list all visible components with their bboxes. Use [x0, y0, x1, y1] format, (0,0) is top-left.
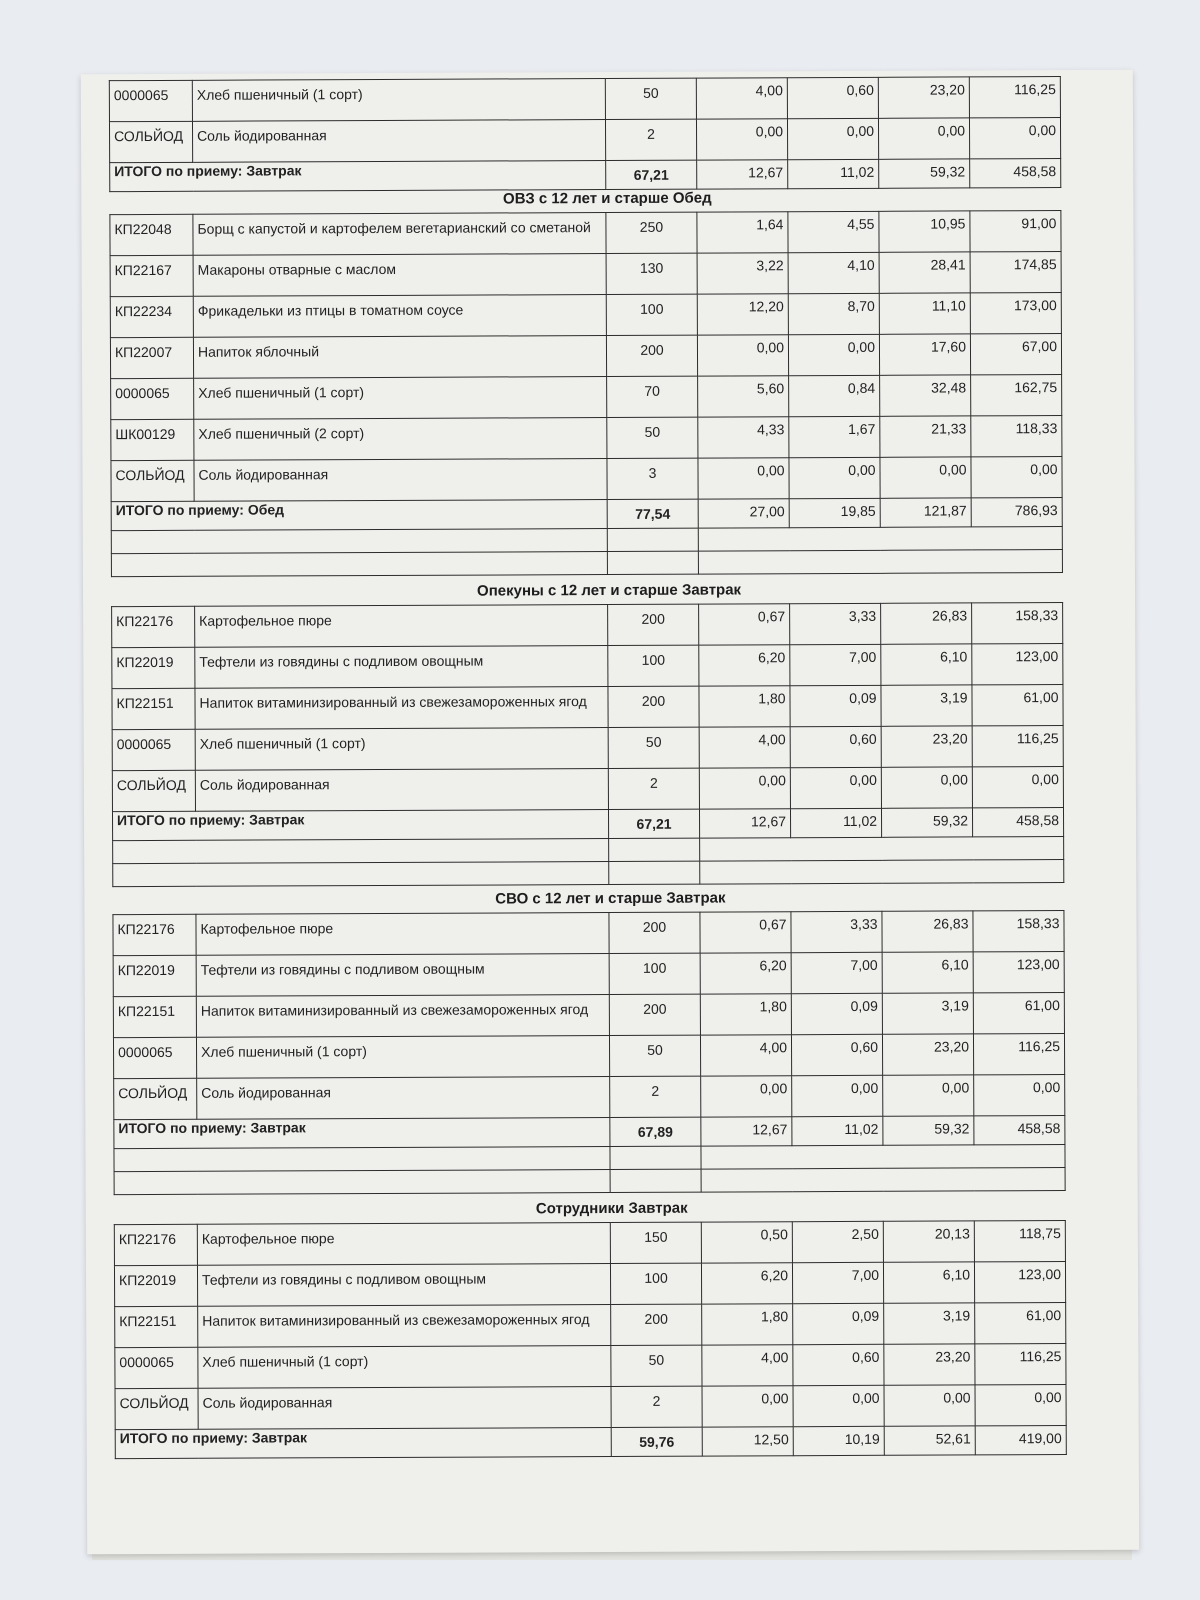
menu-table: [112, 910, 1065, 1195]
blank-cell: [701, 1145, 1065, 1170]
menu-document-sheet: [81, 70, 1139, 1555]
item-quantity: 3: [607, 458, 698, 499]
item-quantity: 100: [609, 953, 700, 994]
total-value-4: 458,58: [972, 808, 1063, 837]
item-value-2: 3,33: [790, 603, 881, 644]
item-value-4: 162,75: [971, 375, 1062, 416]
blank-row: [113, 860, 1064, 887]
item-value-1: 4,33: [698, 417, 789, 458]
item-value-3: 6,10: [882, 952, 973, 993]
blank-cell: [700, 837, 1064, 862]
item-value-3: 0,00: [880, 457, 971, 498]
item-value-2: 7,00: [790, 644, 881, 685]
item-quantity: 100: [610, 1263, 701, 1304]
item-code: КП22167: [110, 255, 193, 296]
table-row: [110, 211, 1061, 256]
item-name: Хлеб пшеничный (1 сорт): [195, 728, 608, 771]
total-row: [114, 1116, 1065, 1149]
item-value-3: 28,41: [879, 252, 970, 293]
total-value-2: 11,02: [788, 159, 879, 188]
item-name: Тефтели из говядины с подливом овощным: [195, 646, 608, 689]
item-value-4: 61,00: [973, 993, 1064, 1034]
blank-cell: [698, 527, 1062, 552]
item-name: Картофельное пюре: [196, 913, 609, 956]
item-code: СОЛЬЙОД: [115, 1388, 198, 1429]
item-value-3: 0,00: [881, 767, 972, 808]
item-quantity: 50: [608, 727, 699, 768]
item-value-3: 20,13: [883, 1221, 974, 1262]
item-value-3: 3,19: [884, 1303, 975, 1344]
table-row: [112, 644, 1063, 689]
blank-cell: [111, 529, 607, 554]
item-quantity: 200: [608, 604, 699, 645]
item-value-1: 0,00: [699, 768, 790, 809]
item-value-2: 3,33: [791, 911, 882, 952]
item-value-1: 1,80: [700, 994, 791, 1035]
menu-table: [114, 1220, 1067, 1459]
total-value-4: 458,58: [970, 159, 1061, 188]
item-value-2: 4,55: [788, 211, 879, 252]
item-name: Хлеб пшеничный (2 сорт): [194, 418, 607, 461]
blank-cell: [700, 860, 1064, 885]
item-code: КП22151: [113, 996, 196, 1037]
table-row: [113, 952, 1064, 997]
item-code: 0000065: [113, 1037, 196, 1078]
section-title: СВО с 12 лет и старше Завтрак: [495, 889, 726, 908]
item-value-3: 6,10: [881, 644, 972, 685]
total-quantity: 67,89: [610, 1117, 701, 1146]
blank-cell: [114, 1170, 610, 1195]
total-quantity: 67,21: [606, 160, 697, 189]
item-name: Макароны отварные с маслом: [193, 254, 606, 297]
blank-cell: [114, 1147, 610, 1172]
table-row: [115, 1385, 1066, 1430]
item-value-4: 61,00: [972, 685, 1063, 726]
menu-table: [111, 602, 1064, 887]
total-value-1: 27,00: [698, 499, 789, 528]
item-code: КП22176: [114, 1224, 197, 1265]
item-quantity: 2: [611, 1386, 702, 1427]
item-code: СОЛЬЙОД: [114, 1078, 197, 1119]
item-value-3: 23,20: [882, 1034, 973, 1075]
total-value-1: 12,67: [699, 809, 790, 838]
item-value-2: 4,10: [788, 252, 879, 293]
item-value-4: 123,00: [973, 952, 1064, 993]
item-quantity: 200: [606, 335, 697, 376]
item-value-4: 0,00: [971, 457, 1062, 498]
item-value-3: 0,00: [883, 1075, 974, 1116]
item-value-2: 0,00: [789, 457, 880, 498]
item-quantity: 200: [609, 994, 700, 1035]
item-value-1: 3,22: [697, 253, 788, 294]
item-name: Хлеб пшеничный (1 сорт): [198, 1346, 611, 1389]
item-quantity: 50: [605, 78, 696, 119]
table-row: [115, 1344, 1066, 1389]
item-code: КП22019: [112, 647, 195, 688]
item-quantity: 2: [610, 1076, 701, 1117]
blank-cell: [113, 862, 609, 887]
item-value-2: 8,70: [788, 293, 879, 334]
blank-cell: [698, 550, 1062, 575]
table-row: [114, 1075, 1065, 1120]
menu-table: [109, 210, 1063, 577]
item-name: Соль йодированная: [192, 120, 605, 163]
item-quantity: 200: [611, 1304, 702, 1345]
total-row: [111, 498, 1062, 531]
blank-cell: [607, 551, 698, 574]
item-value-4: 158,33: [972, 603, 1063, 644]
item-quantity: 200: [608, 686, 699, 727]
section-title: ОВЗ с 12 лет и старше Обед: [502, 189, 712, 208]
item-value-3: 21,33: [880, 416, 971, 457]
item-value-2: 0,09: [791, 993, 882, 1034]
item-code: КП22019: [113, 955, 196, 996]
item-value-4: 116,25: [973, 1034, 1064, 1075]
item-quantity: 100: [606, 294, 697, 335]
item-code: КП22048: [110, 214, 193, 255]
item-name: Тефтели из говядины с подливом овощным: [197, 1264, 610, 1307]
item-value-2: 2,50: [792, 1221, 883, 1262]
item-value-3: 23,20: [878, 77, 969, 118]
item-quantity: 70: [607, 376, 698, 417]
item-quantity: 250: [606, 212, 697, 253]
item-name: Картофельное пюре: [197, 1223, 610, 1266]
item-code: СОЛЬЙОД: [112, 770, 195, 811]
item-quantity: 50: [611, 1345, 702, 1386]
blank-row: [111, 550, 1062, 577]
item-code: КП22234: [110, 296, 193, 337]
item-name: Соль йодированная: [198, 1387, 611, 1430]
item-value-4: 0,00: [975, 1385, 1066, 1426]
item-name: Борщ с капустой и картофелем вегетарианский со сметаной: [193, 213, 606, 256]
total-row: [115, 1426, 1066, 1459]
item-value-1: 0,67: [699, 604, 790, 645]
item-name: Соль йодированная: [195, 769, 608, 812]
item-value-1: 0,00: [697, 335, 788, 376]
item-value-1: 1,80: [699, 686, 790, 727]
blank-cell: [609, 861, 700, 884]
item-code: КП22007: [110, 337, 193, 378]
item-value-3: 26,83: [882, 911, 973, 952]
blank-cell: [607, 528, 698, 551]
total-value-3: 59,32: [879, 159, 970, 188]
item-quantity: 200: [609, 912, 700, 953]
table-row: [114, 1262, 1065, 1307]
total-row: [112, 808, 1063, 841]
item-value-3: 26,83: [881, 603, 972, 644]
table-row: [109, 77, 1060, 122]
item-value-2: 0,60: [791, 1034, 882, 1075]
item-value-3: 23,20: [881, 726, 972, 767]
total-label: ИТОГО по приему: Завтрак: [110, 161, 606, 192]
item-name: Фрикадельки из птицы в томатном соусе: [193, 295, 606, 338]
item-value-2: 0,60: [787, 77, 878, 118]
item-value-4: 118,75: [974, 1221, 1065, 1262]
item-value-3: 0,00: [878, 118, 969, 159]
blank-cell: [701, 1168, 1065, 1193]
item-quantity: 2: [605, 119, 696, 160]
total-value-1: 12,67: [701, 1117, 792, 1146]
table-row: [113, 911, 1064, 956]
blank-cell: [113, 839, 609, 864]
item-value-2: 1,67: [789, 416, 880, 457]
table-row: [112, 726, 1063, 771]
total-value-4: 786,93: [971, 498, 1062, 527]
item-quantity: 2: [608, 768, 699, 809]
item-code: 0000065: [115, 1347, 198, 1388]
blank-cell: [610, 1146, 701, 1169]
item-value-2: 0,84: [789, 375, 880, 416]
table-row: [111, 375, 1062, 420]
menu-table: [109, 76, 1061, 192]
item-name: Соль йодированная: [197, 1077, 610, 1120]
item-name: Напиток яблочный: [193, 336, 606, 379]
item-value-4: 123,00: [974, 1262, 1065, 1303]
item-code: КП22151: [115, 1306, 198, 1347]
total-label: ИТОГО по приему: Обед: [111, 500, 607, 531]
item-value-4: 123,00: [972, 644, 1063, 685]
item-value-1: 1,80: [702, 1304, 793, 1345]
item-value-2: 0,00: [793, 1385, 884, 1426]
item-value-4: 0,00: [974, 1075, 1065, 1116]
item-value-2: 7,00: [792, 1262, 883, 1303]
item-quantity: 50: [609, 1035, 700, 1076]
item-code: 0000065: [111, 378, 194, 419]
item-code: КП22151: [112, 688, 195, 729]
item-name: Напиток витаминизированный из свежезамороженных ягод: [195, 687, 608, 730]
total-value-2: 19,85: [789, 498, 880, 527]
total-value-3: 121,87: [880, 498, 971, 527]
item-value-1: 4,00: [699, 727, 790, 768]
blank-cell: [111, 552, 607, 577]
item-value-2: 0,00: [787, 118, 878, 159]
item-value-4: 0,00: [969, 118, 1060, 159]
item-quantity: 50: [607, 417, 698, 458]
item-value-1: 0,00: [696, 119, 787, 160]
item-value-1: 12,20: [697, 294, 788, 335]
item-value-3: 17,60: [879, 334, 970, 375]
item-value-3: 0,00: [884, 1385, 975, 1426]
item-value-1: 4,00: [702, 1345, 793, 1386]
table-row: [109, 118, 1060, 163]
total-value-3: 59,32: [881, 808, 972, 837]
item-value-4: 118,33: [971, 416, 1062, 457]
total-value-3: 52,61: [884, 1426, 975, 1455]
total-quantity: 77,54: [607, 499, 698, 528]
item-value-3: 10,95: [879, 211, 970, 252]
item-value-1: 0,67: [700, 912, 791, 953]
total-value-3: 59,32: [883, 1116, 974, 1145]
item-name: Тефтели из говядины с подливом овощным: [196, 954, 609, 997]
table-row: [112, 767, 1063, 812]
item-code: 0000065: [112, 729, 195, 770]
section-title: Сотрудники Завтрак: [535, 1199, 688, 1218]
item-quantity: 130: [606, 253, 697, 294]
item-name: Хлеб пшеничный (1 сорт): [196, 1036, 609, 1079]
total-row: [110, 159, 1061, 192]
table-row: [113, 993, 1064, 1038]
total-value-4: 458,58: [974, 1116, 1065, 1145]
item-value-4: 91,00: [970, 211, 1061, 252]
item-value-1: 1,64: [697, 212, 788, 253]
total-label: ИТОГО по приему: Завтрак: [112, 810, 608, 841]
item-code: СОЛЬЙОД: [111, 460, 194, 501]
table-row: [113, 1034, 1064, 1079]
item-value-4: 0,00: [972, 767, 1063, 808]
item-name: Соль йодированная: [194, 459, 607, 502]
item-name: Напиток витаминизированный из свежезамороженных ягод: [196, 995, 609, 1038]
item-code: КП22176: [113, 914, 196, 955]
item-value-2: 0,09: [790, 685, 881, 726]
item-value-2: 7,00: [791, 952, 882, 993]
table-row: [110, 334, 1061, 379]
item-value-4: 158,33: [973, 911, 1064, 952]
table-row: [112, 685, 1063, 730]
blank-cell: [610, 1169, 701, 1192]
item-value-2: 0,60: [793, 1344, 884, 1385]
item-value-1: 4,00: [700, 1035, 791, 1076]
item-value-1: 5,60: [698, 376, 789, 417]
table-row: [115, 1303, 1066, 1348]
item-value-3: 3,19: [881, 685, 972, 726]
total-value-4: 419,00: [975, 1426, 1066, 1455]
item-value-1: 4,00: [696, 78, 787, 119]
item-value-1: 6,20: [699, 645, 790, 686]
item-value-1: 6,20: [701, 1263, 792, 1304]
total-value-1: 12,50: [702, 1427, 793, 1456]
table-row: [114, 1221, 1065, 1266]
item-value-4: 116,25: [969, 77, 1060, 118]
item-value-3: 11,10: [879, 293, 970, 334]
item-value-3: 3,19: [882, 993, 973, 1034]
item-name: Напиток витаминизированный из свежезамороженных ягод: [198, 1305, 611, 1348]
table-row: [111, 457, 1062, 502]
item-name: Хлеб пшеничный (1 сорт): [194, 377, 607, 420]
table-row: [111, 416, 1062, 461]
item-value-1: 6,20: [700, 953, 791, 994]
item-code: СОЛЬЙОД: [109, 121, 192, 162]
section-title: Опекуны с 12 лет и старше Завтрак: [476, 581, 742, 600]
item-name: Хлеб пшеничный (1 сорт): [192, 79, 605, 122]
item-value-4: 116,25: [975, 1344, 1066, 1385]
item-value-2: 0,00: [788, 334, 879, 375]
item-value-4: 174,85: [970, 252, 1061, 293]
table-row: [112, 603, 1063, 648]
item-code: 0000065: [109, 80, 192, 121]
table-row: [110, 293, 1061, 338]
item-value-2: 0,60: [790, 726, 881, 767]
item-quantity: 100: [608, 645, 699, 686]
total-label: ИТОГО по приему: Завтрак: [114, 1118, 610, 1149]
blank-row: [114, 1168, 1065, 1195]
item-value-4: 61,00: [975, 1303, 1066, 1344]
blank-cell: [609, 838, 700, 861]
item-code: КП22019: [114, 1265, 197, 1306]
item-value-2: 0,09: [793, 1303, 884, 1344]
item-value-3: 6,10: [883, 1262, 974, 1303]
item-code: ШК00129: [111, 419, 194, 460]
item-value-2: 0,00: [792, 1075, 883, 1116]
total-quantity: 59,76: [611, 1427, 702, 1456]
item-value-4: 116,25: [972, 726, 1063, 767]
item-value-4: 173,00: [970, 293, 1061, 334]
item-quantity: 150: [610, 1222, 701, 1263]
item-value-2: 0,00: [790, 767, 881, 808]
item-value-1: 0,00: [698, 458, 789, 499]
item-value-1: 0,00: [701, 1076, 792, 1117]
total-label: ИТОГО по приему: Завтрак: [115, 1428, 611, 1459]
total-value-1: 12,67: [697, 160, 788, 189]
table-row: [110, 252, 1061, 297]
item-code: КП22176: [112, 606, 195, 647]
item-value-3: 23,20: [884, 1344, 975, 1385]
item-value-4: 67,00: [970, 334, 1061, 375]
total-value-2: 11,02: [790, 808, 881, 837]
item-value-3: 32,48: [880, 375, 971, 416]
total-quantity: 67,21: [608, 809, 699, 838]
total-value-2: 11,02: [792, 1116, 883, 1145]
total-value-2: 10,19: [793, 1426, 884, 1455]
item-value-1: 0,50: [701, 1222, 792, 1263]
item-value-1: 0,00: [702, 1386, 793, 1427]
item-name: Картофельное пюре: [195, 605, 608, 648]
